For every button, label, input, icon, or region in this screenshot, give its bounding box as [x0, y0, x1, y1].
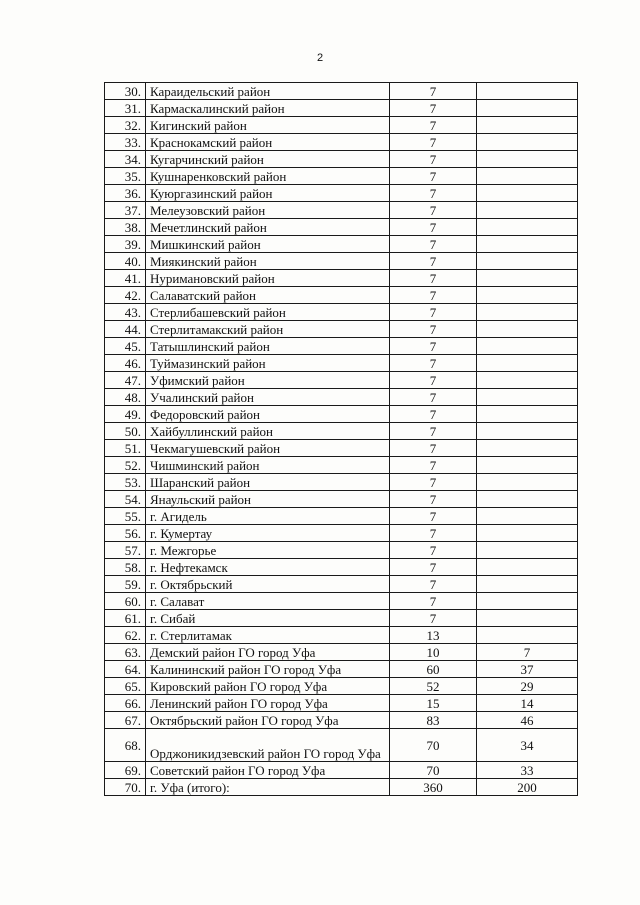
row-number-cell: 47.	[105, 372, 146, 389]
value-2-cell	[477, 151, 578, 168]
row-number-cell: 46.	[105, 355, 146, 372]
value-2-cell	[477, 542, 578, 559]
value-1-cell: 7	[390, 168, 477, 185]
value-1-cell: 7	[390, 236, 477, 253]
row-number-cell: 30.	[105, 83, 146, 100]
table-row	[105, 779, 578, 796]
district-name-cell: Янаульский район	[146, 491, 390, 508]
value-1-cell: 10	[390, 644, 477, 661]
row-number-cell: 40.	[105, 253, 146, 270]
row-number-cell: 41.	[105, 270, 146, 287]
value-2-cell	[477, 576, 578, 593]
value-2-cell	[477, 423, 578, 440]
row-number-cell: 49.	[105, 406, 146, 423]
value-1-cell: 7	[390, 253, 477, 270]
table-row	[105, 440, 578, 457]
district-name-cell: Демский район ГО город Уфа	[146, 644, 390, 661]
district-name-cell: Орджоникидзевский район ГО город Уфа	[146, 729, 390, 762]
value-2-cell	[477, 321, 578, 338]
district-name-cell: Мишкинский район	[146, 236, 390, 253]
value-2-cell	[477, 627, 578, 644]
value-2-cell	[477, 287, 578, 304]
districts-table	[104, 82, 578, 796]
value-2-cell	[477, 610, 578, 627]
table-row	[105, 202, 578, 219]
row-number-cell: 37.	[105, 202, 146, 219]
district-name-cell: г. Стерлитамак	[146, 627, 390, 644]
value-1-cell: 7	[390, 355, 477, 372]
table-row	[105, 151, 578, 168]
value-2-cell	[477, 304, 578, 321]
district-name-cell: Кушнаренковский район	[146, 168, 390, 185]
row-number-cell: 33.	[105, 134, 146, 151]
value-1-cell: 7	[390, 576, 477, 593]
table-row	[105, 100, 578, 117]
row-number-cell: 66.	[105, 695, 146, 712]
district-name-cell: Кигинский район	[146, 117, 390, 134]
value-2-cell	[477, 100, 578, 117]
value-1-cell: 70	[390, 729, 477, 762]
value-1-cell: 7	[390, 457, 477, 474]
table-row	[105, 253, 578, 270]
value-2-cell: 37	[477, 661, 578, 678]
value-2-cell	[477, 270, 578, 287]
value-1-cell: 7	[390, 304, 477, 321]
value-1-cell: 7	[390, 423, 477, 440]
value-2-cell	[477, 83, 578, 100]
district-name-cell: Калининский район ГО город Уфа	[146, 661, 390, 678]
value-1-cell: 7	[390, 338, 477, 355]
value-1-cell: 7	[390, 202, 477, 219]
district-name-cell: г. Нефтекамск	[146, 559, 390, 576]
value-1-cell: 7	[390, 321, 477, 338]
table-row	[105, 406, 578, 423]
value-2-cell	[477, 389, 578, 406]
table-row	[105, 168, 578, 185]
value-1-cell: 52	[390, 678, 477, 695]
table-row	[105, 423, 578, 440]
value-2-cell	[477, 406, 578, 423]
row-number-cell: 70.	[105, 779, 146, 796]
value-2-cell	[477, 372, 578, 389]
row-number-cell: 50.	[105, 423, 146, 440]
value-2-cell	[477, 440, 578, 457]
table-row	[105, 644, 578, 661]
value-2-cell	[477, 168, 578, 185]
district-name-cell: Караидельский район	[146, 83, 390, 100]
value-2-cell: 14	[477, 695, 578, 712]
table-row	[105, 661, 578, 678]
district-name-cell: г. Салават	[146, 593, 390, 610]
table-row	[105, 712, 578, 729]
table-row	[105, 287, 578, 304]
table-row	[105, 491, 578, 508]
district-name-cell: Уфимский район	[146, 372, 390, 389]
district-name-cell: Салаватский район	[146, 287, 390, 304]
value-1-cell: 7	[390, 610, 477, 627]
value-2-cell: 33	[477, 762, 578, 779]
district-name-cell: Мечетлинский район	[146, 219, 390, 236]
district-name-cell: Хайбуллинский район	[146, 423, 390, 440]
value-1-cell: 7	[390, 406, 477, 423]
value-2-cell: 7	[477, 644, 578, 661]
table-row	[105, 542, 578, 559]
row-number-cell: 51.	[105, 440, 146, 457]
district-name-cell: Краснокамский район	[146, 134, 390, 151]
row-number-cell: 57.	[105, 542, 146, 559]
district-name-cell: Кугарчинский район	[146, 151, 390, 168]
value-2-cell	[477, 457, 578, 474]
value-2-cell	[477, 185, 578, 202]
value-2-cell	[477, 559, 578, 576]
table-row	[105, 576, 578, 593]
table-row	[105, 559, 578, 576]
table-row	[105, 372, 578, 389]
row-number-cell: 53.	[105, 474, 146, 491]
district-name-cell: Ленинский район ГО город Уфа	[146, 695, 390, 712]
value-1-cell: 7	[390, 508, 477, 525]
value-2-cell	[477, 117, 578, 134]
district-name-cell: Миякинский район	[146, 253, 390, 270]
row-number-cell: 63.	[105, 644, 146, 661]
district-name-cell: Нуримановский район	[146, 270, 390, 287]
value-1-cell: 7	[390, 117, 477, 134]
table-row	[105, 321, 578, 338]
table-row	[105, 270, 578, 287]
district-name-cell: Кировский район ГО город Уфа	[146, 678, 390, 695]
district-name-cell: г. Межгорье	[146, 542, 390, 559]
table-row	[105, 338, 578, 355]
value-2-cell	[477, 236, 578, 253]
value-1-cell: 7	[390, 389, 477, 406]
table-row	[105, 695, 578, 712]
value-1-cell: 7	[390, 525, 477, 542]
table-row	[105, 219, 578, 236]
table-row	[105, 729, 578, 762]
value-1-cell: 15	[390, 695, 477, 712]
district-name-cell: Советский район ГО город Уфа	[146, 762, 390, 779]
table-row	[105, 525, 578, 542]
table-row	[105, 457, 578, 474]
row-number-cell: 54.	[105, 491, 146, 508]
district-name-cell: Мелеузовский район	[146, 202, 390, 219]
district-name-cell: Кармаскалинский район	[146, 100, 390, 117]
value-1-cell: 7	[390, 491, 477, 508]
value-1-cell: 360	[390, 779, 477, 796]
district-name-cell: Чекмагушевский район	[146, 440, 390, 457]
district-name-cell: г. Кумертау	[146, 525, 390, 542]
row-number-cell: 31.	[105, 100, 146, 117]
district-name-cell: Туймазинский район	[146, 355, 390, 372]
value-1-cell: 7	[390, 474, 477, 491]
row-number-cell: 34.	[105, 151, 146, 168]
table-row	[105, 762, 578, 779]
row-number-cell: 42.	[105, 287, 146, 304]
district-name-cell: г. Сибай	[146, 610, 390, 627]
table-row	[105, 678, 578, 695]
value-1-cell: 7	[390, 542, 477, 559]
row-number-cell: 61.	[105, 610, 146, 627]
value-1-cell: 7	[390, 134, 477, 151]
district-name-cell: Федоровский район	[146, 406, 390, 423]
value-1-cell: 83	[390, 712, 477, 729]
value-2-cell	[477, 474, 578, 491]
table-row	[105, 83, 578, 100]
table-row	[105, 508, 578, 525]
value-2-cell: 46	[477, 712, 578, 729]
value-2-cell	[477, 338, 578, 355]
value-1-cell: 7	[390, 151, 477, 168]
row-number-cell: 60.	[105, 593, 146, 610]
row-number-cell: 68.	[105, 729, 146, 762]
page-number: 2	[316, 52, 324, 64]
row-number-cell: 62.	[105, 627, 146, 644]
districts-table-body	[105, 83, 578, 796]
table-row	[105, 627, 578, 644]
value-2-cell: 34	[477, 729, 578, 762]
value-1-cell: 7	[390, 287, 477, 304]
value-1-cell: 7	[390, 185, 477, 202]
row-number-cell: 59.	[105, 576, 146, 593]
row-number-cell: 55.	[105, 508, 146, 525]
table-row	[105, 117, 578, 134]
value-2-cell	[477, 525, 578, 542]
table-row	[105, 474, 578, 491]
district-name-cell: Стерлитамакский район	[146, 321, 390, 338]
table-row	[105, 134, 578, 151]
value-2-cell: 29	[477, 678, 578, 695]
table-row	[105, 389, 578, 406]
value-1-cell: 7	[390, 270, 477, 287]
table-row	[105, 304, 578, 321]
row-number-cell: 58.	[105, 559, 146, 576]
value-2-cell	[477, 491, 578, 508]
district-name-cell: Чишминский район	[146, 457, 390, 474]
row-number-cell: 45.	[105, 338, 146, 355]
value-2-cell	[477, 355, 578, 372]
row-number-cell: 38.	[105, 219, 146, 236]
row-number-cell: 35.	[105, 168, 146, 185]
value-1-cell: 7	[390, 100, 477, 117]
value-2-cell: 200	[477, 779, 578, 796]
row-number-cell: 56.	[105, 525, 146, 542]
row-number-cell: 52.	[105, 457, 146, 474]
row-number-cell: 48.	[105, 389, 146, 406]
row-number-cell: 36.	[105, 185, 146, 202]
district-name-cell: г. Уфа (итого):	[146, 779, 390, 796]
district-name-cell: Стерлибашевский район	[146, 304, 390, 321]
value-2-cell	[477, 508, 578, 525]
district-name-cell: Куюргазинский район	[146, 185, 390, 202]
value-2-cell	[477, 202, 578, 219]
value-2-cell	[477, 593, 578, 610]
row-number-cell: 39.	[105, 236, 146, 253]
value-1-cell: 7	[390, 559, 477, 576]
row-number-cell: 43.	[105, 304, 146, 321]
row-number-cell: 64.	[105, 661, 146, 678]
value-1-cell: 7	[390, 83, 477, 100]
row-number-cell: 69.	[105, 762, 146, 779]
value-2-cell	[477, 134, 578, 151]
table-row	[105, 236, 578, 253]
value-1-cell: 7	[390, 372, 477, 389]
district-name-cell: Татышлинский район	[146, 338, 390, 355]
value-1-cell: 7	[390, 593, 477, 610]
district-name-cell: Шаранский район	[146, 474, 390, 491]
value-1-cell: 60	[390, 661, 477, 678]
value-2-cell	[477, 253, 578, 270]
value-1-cell: 70	[390, 762, 477, 779]
table-row	[105, 593, 578, 610]
district-name-cell: г. Агидель	[146, 508, 390, 525]
row-number-cell: 32.	[105, 117, 146, 134]
table-row	[105, 185, 578, 202]
district-name-cell: Октябрьский район ГО город Уфа	[146, 712, 390, 729]
value-1-cell: 13	[390, 627, 477, 644]
row-number-cell: 44.	[105, 321, 146, 338]
value-2-cell	[477, 219, 578, 236]
row-number-cell: 67.	[105, 712, 146, 729]
value-1-cell: 7	[390, 440, 477, 457]
value-1-cell: 7	[390, 219, 477, 236]
table-row	[105, 355, 578, 372]
table-row	[105, 610, 578, 627]
row-number-cell: 65.	[105, 678, 146, 695]
district-name-cell: г. Октябрьский	[146, 576, 390, 593]
district-name-cell: Учалинский район	[146, 389, 390, 406]
